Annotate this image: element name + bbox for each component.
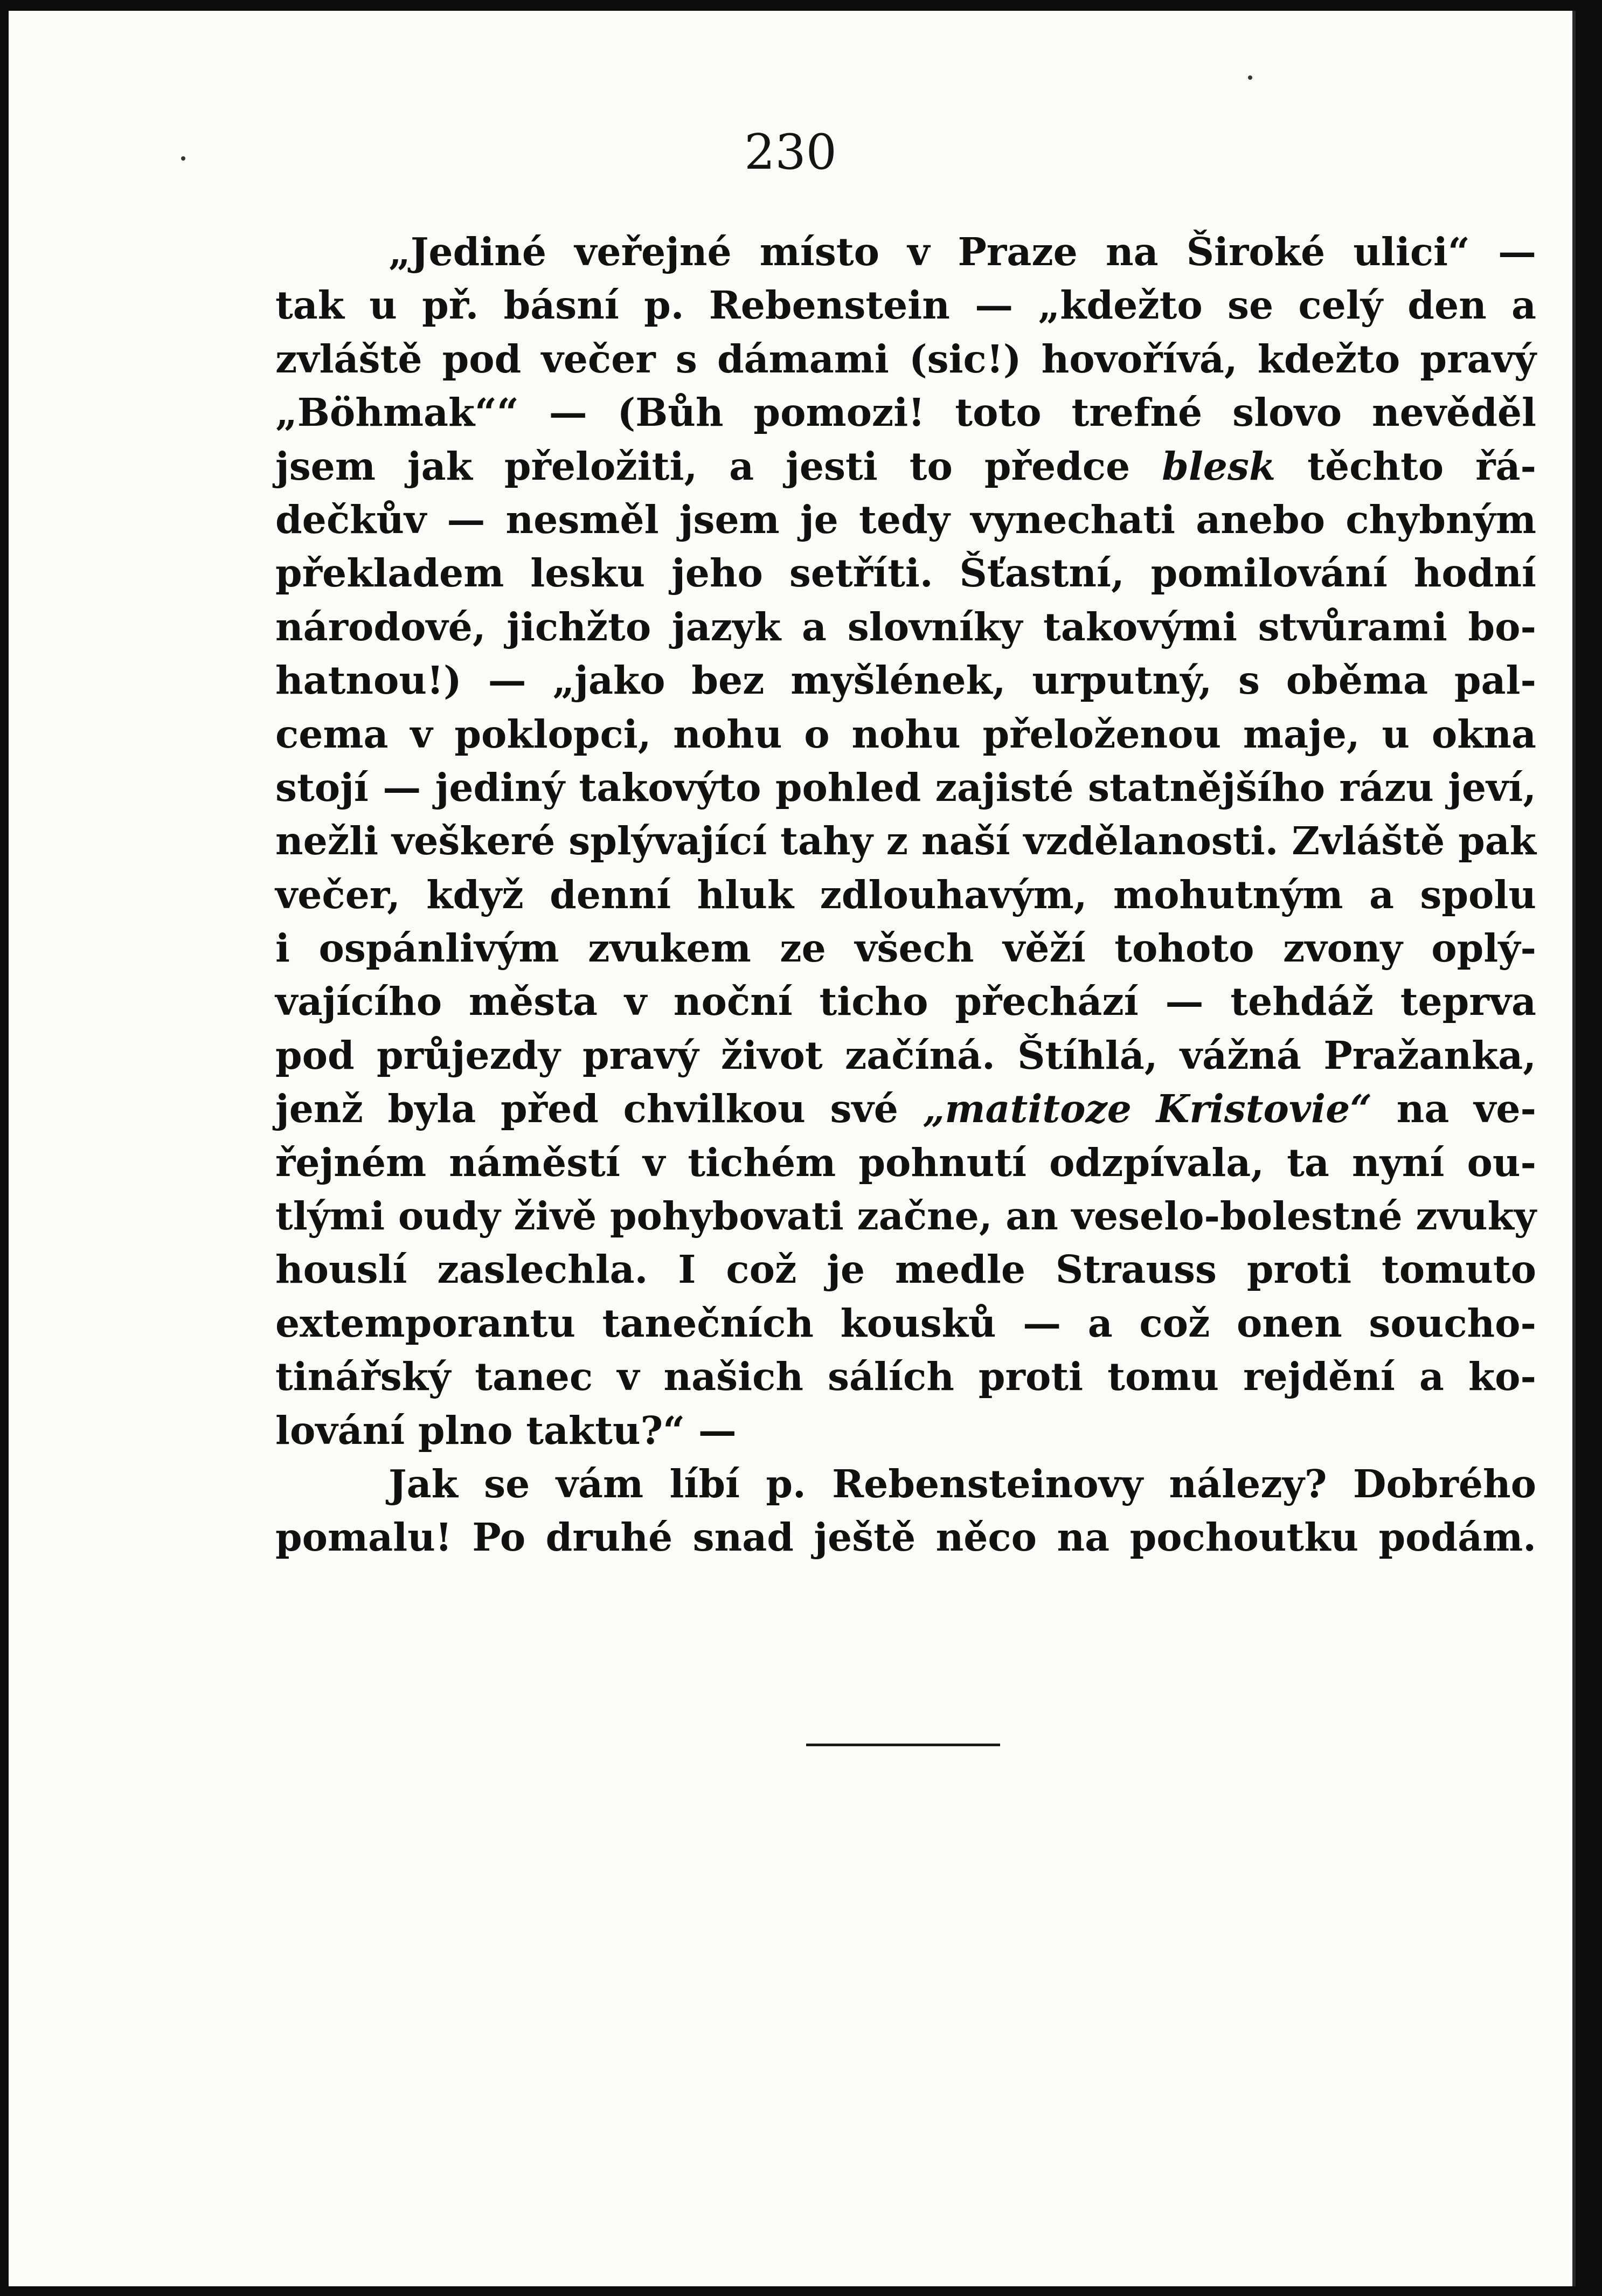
text-segment: na ve- <box>1372 1086 1536 1132</box>
text-line: národové, jichžto jazyk a slovníky takovými stvůrami bo- <box>275 604 1536 649</box>
text-line: překladem lesku jeho setříti. Šťastní, pomilování hodní <box>275 550 1536 596</box>
text-line: „Böhmak““ — (Bůh pomozi! toto trefné slovo nevěděl <box>275 390 1536 435</box>
page-number: 230 <box>744 124 837 181</box>
text-segment: těchto řá- <box>1275 443 1536 489</box>
text-line: tlými oudy živě pohybovati začne, an veselo-bolestné zvuky <box>275 1193 1537 1239</box>
text-line: extemporantu tanečních kousků — a což onen soucho- <box>275 1300 1536 1346</box>
text-line: Jak se vám líbí p. Rebensteinovy nálezy? Dobrého <box>389 1461 1536 1506</box>
text-line: řejném náměstí v tichém pohnutí odzpívala, ta nyní ou- <box>275 1139 1536 1185</box>
stray-ink-dot <box>1248 75 1252 80</box>
text-line <box>275 1082 1536 1136</box>
section-separator <box>806 1744 1000 1746</box>
stray-ink-dot <box>181 156 185 161</box>
text-line: stojí — jediný takovýto pohled zajisté statnějšího rázu jeví, <box>275 764 1536 810</box>
text-line: i ospánlivým zvukem ze všech věží tohoto zvony oplý- <box>275 925 1536 971</box>
text-line: lování plno taktu?“ — <box>275 1407 737 1453</box>
text-line: pod průjezdy pravý život začíná. Štíhlá, vážná Pražanka, <box>275 1032 1536 1078</box>
italic-word: blesk <box>1162 443 1276 489</box>
text-line: vajícího města v noční ticho přechází — tehdáž teprva <box>275 979 1536 1025</box>
text-line: „Jediné veřejné místo v Praze na Široké ulici“ — <box>389 229 1536 274</box>
body-text <box>275 225 1536 1565</box>
text-line: pomalu! Po druhé snad ještě něco na pochoutku podám. <box>275 1514 1536 1560</box>
text-line: cema v poklopci, nohu o nohu přeloženou maje, u okna <box>275 711 1536 757</box>
text-line: nežli veškeré splývající tahy z naší vzdělanosti. Zvláště pak <box>275 818 1536 864</box>
text-line: houslí zaslechla. I což je medle Strauss proti tomuto <box>275 1247 1536 1292</box>
text-line: tak u př. básní p. Rebenstein — „kdežto se celý den a <box>275 282 1536 328</box>
text-segment: jsem jak přeložiti, a jesti to předce <box>275 443 1162 489</box>
text-line: hatnou!) — „jako bez myšlének, urputný, s oběma pal- <box>275 658 1536 703</box>
text-segment: jenž byla před chvilkou své <box>275 1086 923 1132</box>
text-line <box>275 440 1536 493</box>
text-line: večer, když denní hluk zdlouhavým, mohutným a spolu <box>275 872 1536 917</box>
text-line: dečkův — nesměl jsem je tedy vynechati anebo chybným <box>275 496 1536 542</box>
italic-phrase: „matitoze Kristovie“ <box>923 1086 1372 1132</box>
text-line: tinářský tanec v našich sálích proti tomu rejdění a ko- <box>275 1354 1536 1400</box>
book-page <box>9 11 1576 2286</box>
text-line: zvláště pod večer s dámami (sic!) hovořívá, kdežto pravý <box>275 336 1536 382</box>
